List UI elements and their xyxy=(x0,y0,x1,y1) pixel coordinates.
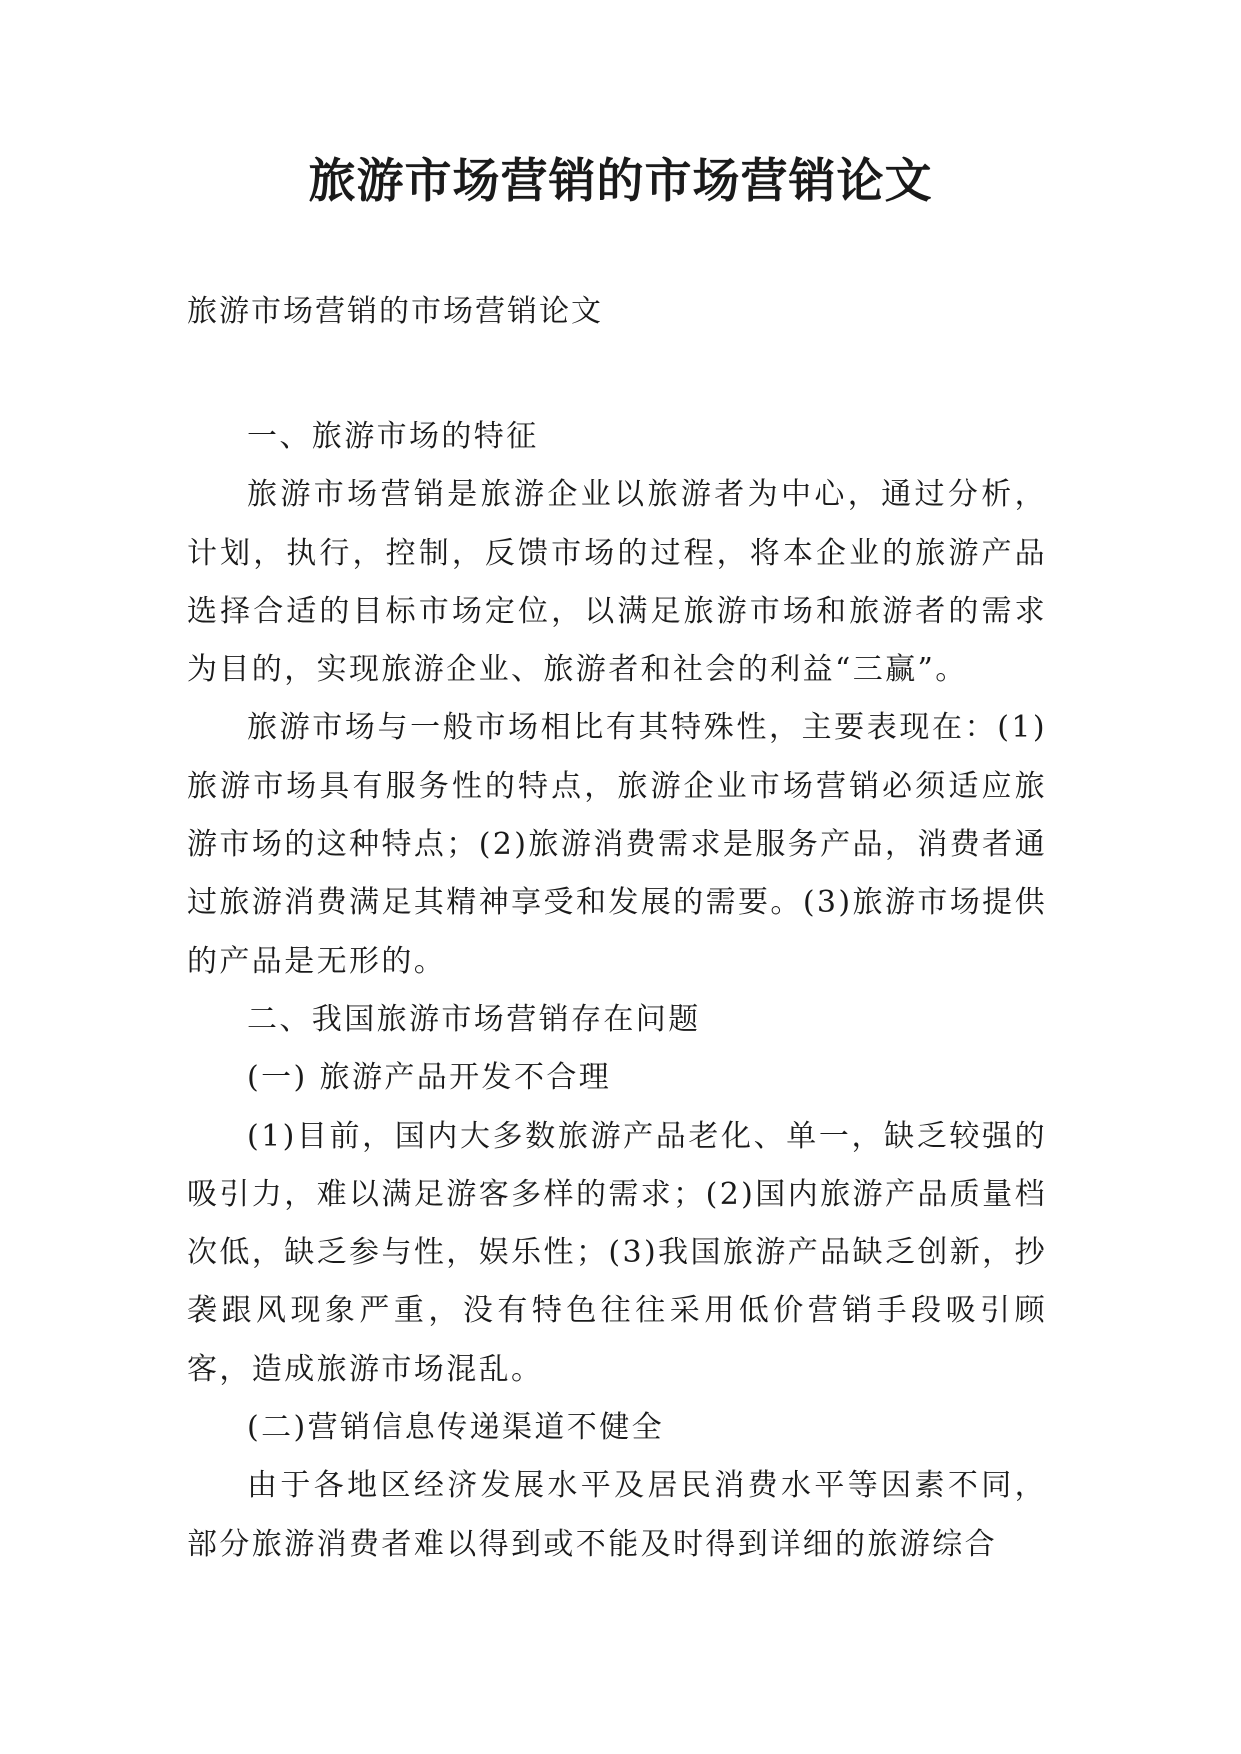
document-title: 旅游市场营销的市场营销论文 xyxy=(308,154,933,209)
section-heading-2: 二、我国旅游市场营销存在问题 xyxy=(247,1001,701,1037)
document-subtitle: 旅游市场营销的市场营销论文 xyxy=(187,294,603,329)
body-paragraph: 旅游市场营销是旅游企业以旅游者为中心，通过分析，计划，执行，控制，反馈市场的过程，将本企业的旅游产品选择合适的目标市场定位，以满足旅游市场和旅游者的需求为目的，实现旅游企业、旅游者和社会的利益“三赢”。 xyxy=(187,477,1047,688)
body-paragraph: 由于各地区经济发展水平及居民消费水平等因素不同，部分旅游消费者难以得到或不能及时得到详细的旅游综合 xyxy=(187,1468,1047,1562)
document-body xyxy=(187,408,1047,1574)
section-heading-1: 一、旅游市场的特征 xyxy=(247,419,539,454)
subsection-heading-1: (一) 旅游产品开发不合理 xyxy=(247,1060,612,1096)
body-paragraph: (1)目前，国内大多数旅游产品老化、单一，缺乏较强的吸引力，难以满足游客多样的需求；(2)国内旅游产品质量档次低，缺乏参与性，娱乐性；(3)我国旅游产品缺乏创新，抄袭跟风现象严重，没有特色往往采用低价营销手段吸引顾客，造成旅游市场混乱。 xyxy=(187,1118,1047,1387)
body-paragraph: 旅游市场与一般市场相比有其特殊性，主要表现在：(1)旅游市场具有服务性的特点，旅游企业市场营销必须适应旅游市场的这种特点；(2)旅游消费需求是服务产品，消费者通过旅游消费满足其精神享受和发展的需要。(3)旅游市场提供的产品是无形的。 xyxy=(187,710,1047,979)
subsection-heading-2: (二)营销信息传递渠道不健全 xyxy=(247,1410,665,1446)
